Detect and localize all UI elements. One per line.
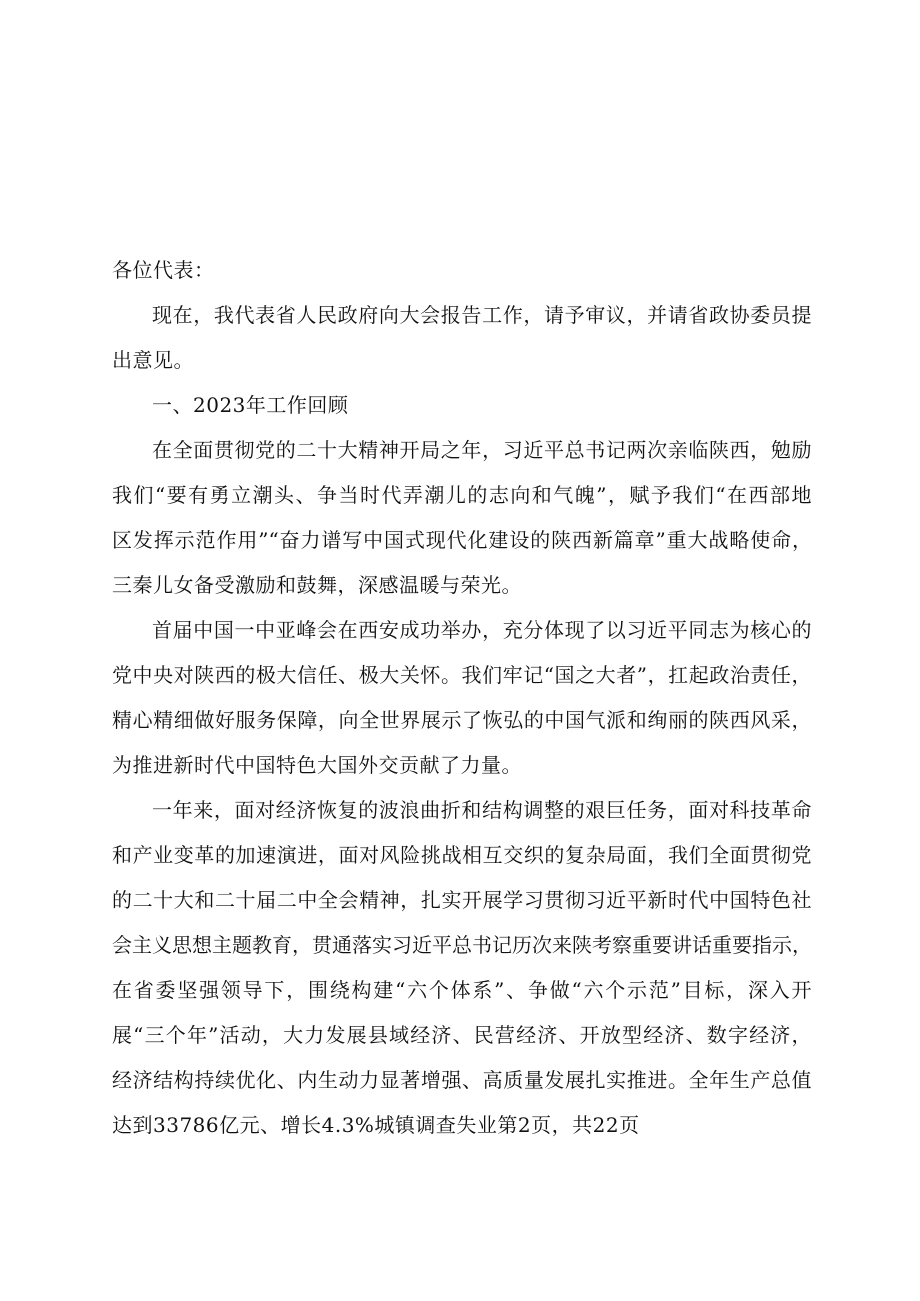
paragraph-line: 在省委坚强领导下，围绕构建“六个体系”、争做“六个示范”目标，深入开 <box>112 978 812 1002</box>
paragraph-line: 一年来，面对经济恢复的波浪曲折和结构调整的艰巨任务，面对科技革命 <box>152 798 812 822</box>
paragraph-line: 党中央对陕西的极大信任、极大关怀。我们牢记“国之大者”，扛起政治责任， <box>112 663 812 687</box>
paragraph-line: 的二十大和二十届二中全会精神，扎实开展学习贯彻习近平新时代中国特色社 <box>112 888 812 912</box>
paragraph-line-with-page-number: 达到33786亿元、增长4.3%城镇调查失业第2页，共22页 <box>112 1113 640 1137</box>
paragraph-opening-year <box>112 428 812 608</box>
paragraph-line: 区发挥示范作用”“奋力谱写中国式现代化建设的陕西新篇章”重大战略使命， <box>112 528 812 552</box>
salutation: 各位代表： <box>112 258 215 282</box>
paragraph-line: 首届中国一中亚峰会在西安成功举办，充分体现了以习近平同志为核心的 <box>152 618 812 642</box>
paragraph-line: 我们“要有勇立潮头、争当时代弄潮儿的志向和气魄”，赋予我们“在西部地 <box>112 483 812 507</box>
paragraph-year-review <box>112 788 812 1148</box>
paragraph-line: 会主义思想主题教育，贯通落实习近平总书记历次来陕考察重要讲话重要指示， <box>112 933 812 957</box>
paragraph-line: 出意见。 <box>112 348 194 372</box>
section-heading: 一、2023年工作回顾 <box>152 393 349 417</box>
paragraph-line: 和产业变革的加速演进，面对风险挑战相互交织的复杂局面，我们全面贯彻党 <box>112 843 812 867</box>
paragraph-line: 经济结构持续优化、内生动力显著增强、高质量发展扎实推进。全年生产总值 <box>112 1068 812 1092</box>
paragraph-line: 精心精细做好服务保障，向全世界展示了恢弘的中国气派和绚丽的陕西风采， <box>112 708 812 732</box>
paragraph-report-intro <box>112 293 812 383</box>
paragraph-line: 展“三个年”活动，大力发展县域经济、民营经济、开放型经济、数字经济， <box>112 1023 812 1047</box>
document-body <box>112 248 812 1148</box>
paragraph-line: 为推进新时代中国特色大国外交贡献了力量。 <box>112 753 522 777</box>
paragraph-line: 在全面贯彻党的二十大精神开局之年，习近平总书记两次亲临陕西，勉励 <box>152 438 812 462</box>
paragraph-line: 现在，我代表省人民政府向大会报告工作，请予审议，并请省政协委员提 <box>152 303 812 327</box>
paragraph-summit <box>112 608 812 788</box>
paragraph-line: 三秦儿女备受激励和鼓舞，深感温暖与荣光。 <box>112 573 522 597</box>
